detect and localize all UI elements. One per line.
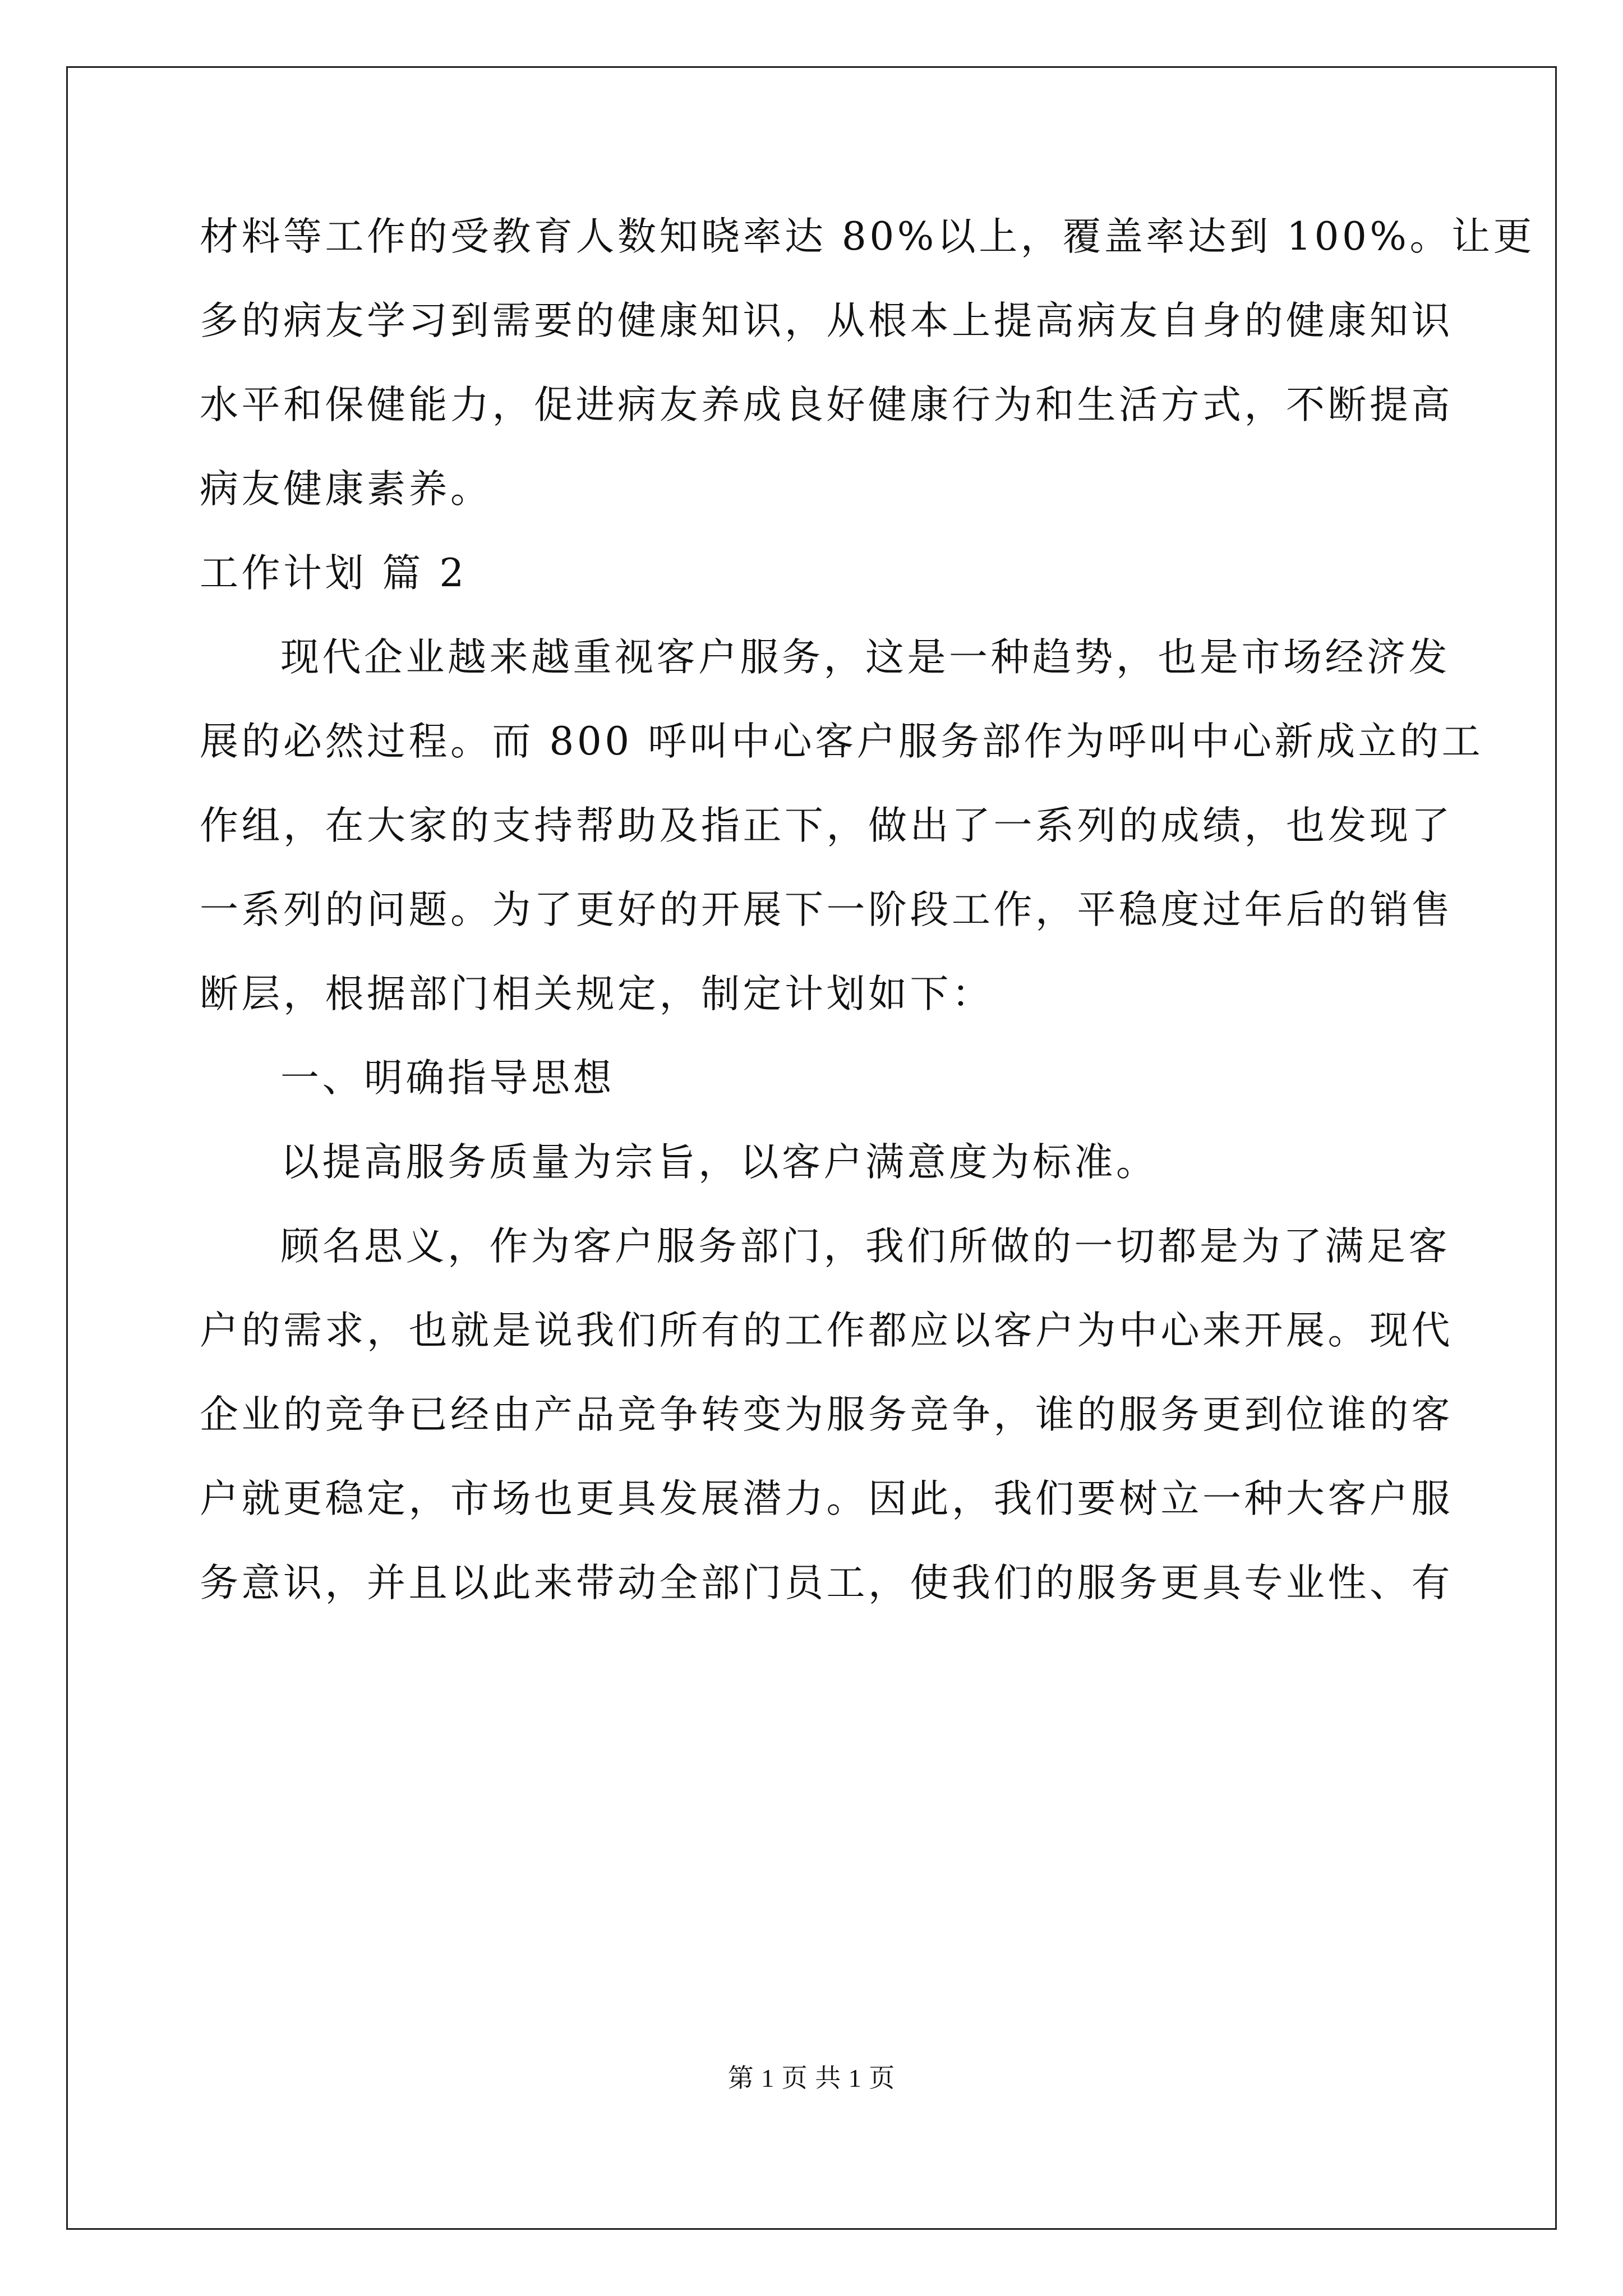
body-text-line: 展的必然过程。而 800 呼叫中心客户服务部作为呼叫中心新成立的工 — [200, 719, 1484, 764]
body-text-line: 以提高服务质量为宗旨，以客户满意度为标准。 — [280, 1140, 1158, 1185]
page-number-footer: 第 1 页 共 1 页 — [727, 2064, 896, 2092]
body-text-line: 作组，在大家的支持帮助及指正下，做出了一系列的成绩，也发现了 — [200, 803, 1453, 848]
body-text-line: 户的需求，也就是说我们所有的工作都应以客户为中心来开展。现代 — [200, 1308, 1453, 1353]
body-text-line: 材料等工作的受教育人数知晓率达 80%以上，覆盖率达到 100%。让更 — [200, 214, 1535, 259]
body-text-line: 断层，根据部门相关规定，制定计划如下： — [200, 972, 994, 1016]
body-text-line: 户就更稳定，市场也更具发展潜力。因此，我们要树立一种大客户服 — [200, 1476, 1453, 1521]
body-text-line: 务意识，并且以此来带动全部门员工，使我们的服务更具专业性、有 — [200, 1561, 1453, 1605]
section-heading: 工作计划 篇 2 — [200, 551, 467, 596]
body-text-line: 多的病友学习到需要的健康知识，从根本上提高病友自身的健康知识 — [200, 298, 1453, 343]
body-text-line: 病友健康素养。 — [200, 467, 492, 512]
subsection-heading: 一、明确指导思想 — [280, 1056, 615, 1101]
body-text-line: 企业的竞争已经由产品竞争转变为服务竞争，谁的服务更到位谁的客 — [200, 1392, 1453, 1437]
body-text-line: 顾名思义，作为客户服务部门，我们所做的一切都是为了满足客 — [280, 1224, 1450, 1269]
body-text-line: 水平和保健能力，促进病友养成良好健康行为和生活方式，不断提高 — [200, 383, 1453, 427]
body-text-line: 一系列的问题。为了更好的开展下一阶段工作，平稳度过年后的销售 — [200, 887, 1453, 932]
body-text-line: 现代企业越来越重视客户服务，这是一种趋势，也是市场经济发 — [280, 635, 1450, 680]
